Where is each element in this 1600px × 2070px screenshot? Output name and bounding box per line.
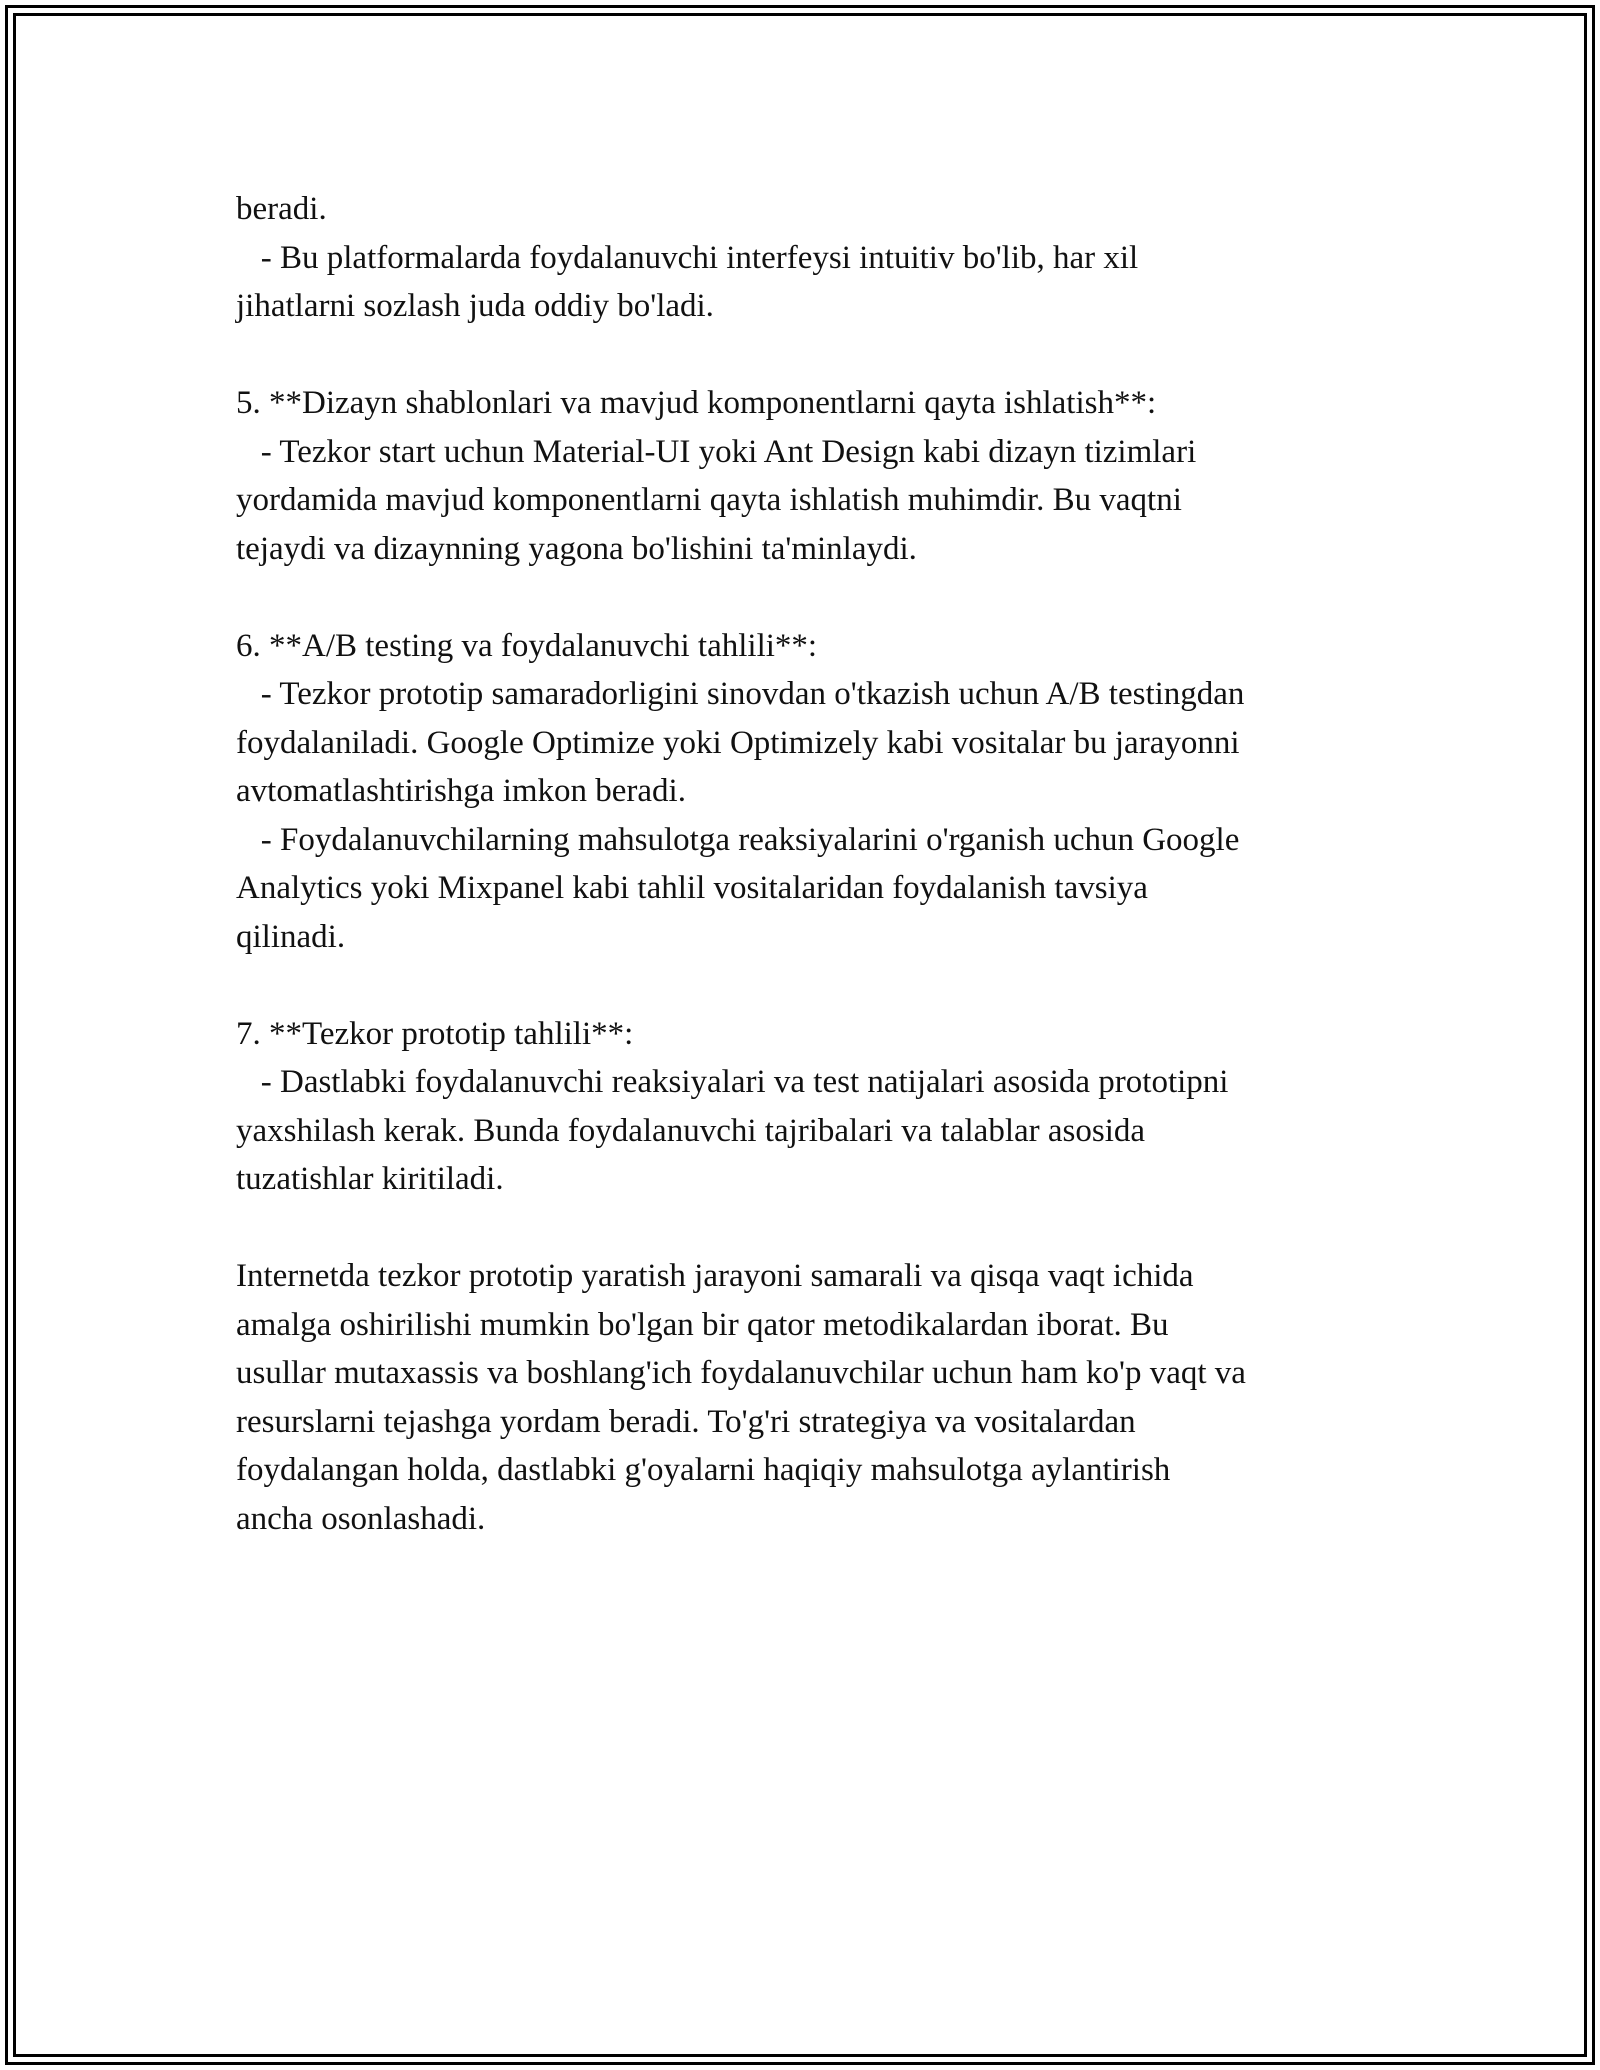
text-line: foydalaniladi. Google Optimize yoki Optimizely kabi vositalar bu jarayonni: [236, 724, 1240, 761]
conclusion-line: amalga oshirilishi mumkin bo'lgan bir qator metodikalardan iborat. Bu: [236, 1306, 1169, 1343]
conclusion-line: ancha osonlashadi.: [236, 1500, 486, 1537]
text-line: avtomatlashtirishga imkon beradi.: [236, 773, 686, 809]
text-line: beradi.: [236, 191, 327, 227]
section-heading: 6. **A/B testing va foydalanuvchi tahlili**:: [236, 627, 818, 664]
text-line: tuzatishlar kiritiladi.: [236, 1161, 504, 1197]
blank-line: [236, 1204, 1396, 1253]
text-line: jihatlarni sozlash juda oddiy bo'ladi.: [236, 288, 714, 324]
text-line: yaxshilash kerak. Bunda foydalanuvchi tajribalari va talablar asosida: [236, 1112, 1146, 1149]
text-line: - Dastlabki foydalanuvchi reaksiyalari va test natijalari asosida prototipni: [236, 1064, 1229, 1100]
document-body: [236, 185, 1396, 1543]
text-line: yordamida mavjud komponentlarni qayta ishlatish muhimdir. Bu vaqtni: [236, 482, 1182, 518]
conclusion-line: Internetda tezkor prototip yaratish jarayoni samarali va qisqa vaqt ichida: [236, 1258, 1194, 1294]
text-line: - Foydalanuvchilarning mahsulotga reaksiyalarini o'rganish uchun Google: [236, 821, 1240, 858]
blank-line: [236, 573, 1396, 622]
text-line: qilinadi.: [236, 918, 346, 955]
text-line: - Tezkor start uchun Material-UI yoki Ant Design kabi dizayn tizimlari: [236, 433, 1197, 470]
conclusion-line: resurslarni tejashga yordam beradi. To'g'ri strategiya va vositalardan: [236, 1403, 1136, 1440]
section-heading: 5. **Dizayn shablonlari va mavjud komponentlarni qayta ishlatish**:: [236, 385, 1157, 421]
section-heading: 7. **Tezkor prototip tahlili**:: [236, 1015, 634, 1052]
conclusion-line: usullar mutaxassis va boshlang'ich foydalanuvchilar uchun ham ko'p vaqt va: [236, 1355, 1246, 1391]
blank-line: [236, 961, 1396, 1010]
text-line: - Bu platformalarda foydalanuvchi interfeysi intuitiv bo'lib, har xil: [236, 239, 1139, 276]
text-line: - Tezkor prototip samaradorligini sinovdan o'tkazish uchun A/B testingdan: [236, 676, 1245, 712]
blank-line: [236, 331, 1396, 380]
text-line: tejaydi va dizaynning yagona bo'lishini ta'minlaydi.: [236, 530, 917, 567]
conclusion-line: foydalangan holda, dastlabki g'oyalarni haqiqiy mahsulotga aylantirish: [236, 1452, 1171, 1488]
text-line: Analytics yoki Mixpanel kabi tahlil vositalaridan foydalanish tavsiya: [236, 870, 1148, 906]
